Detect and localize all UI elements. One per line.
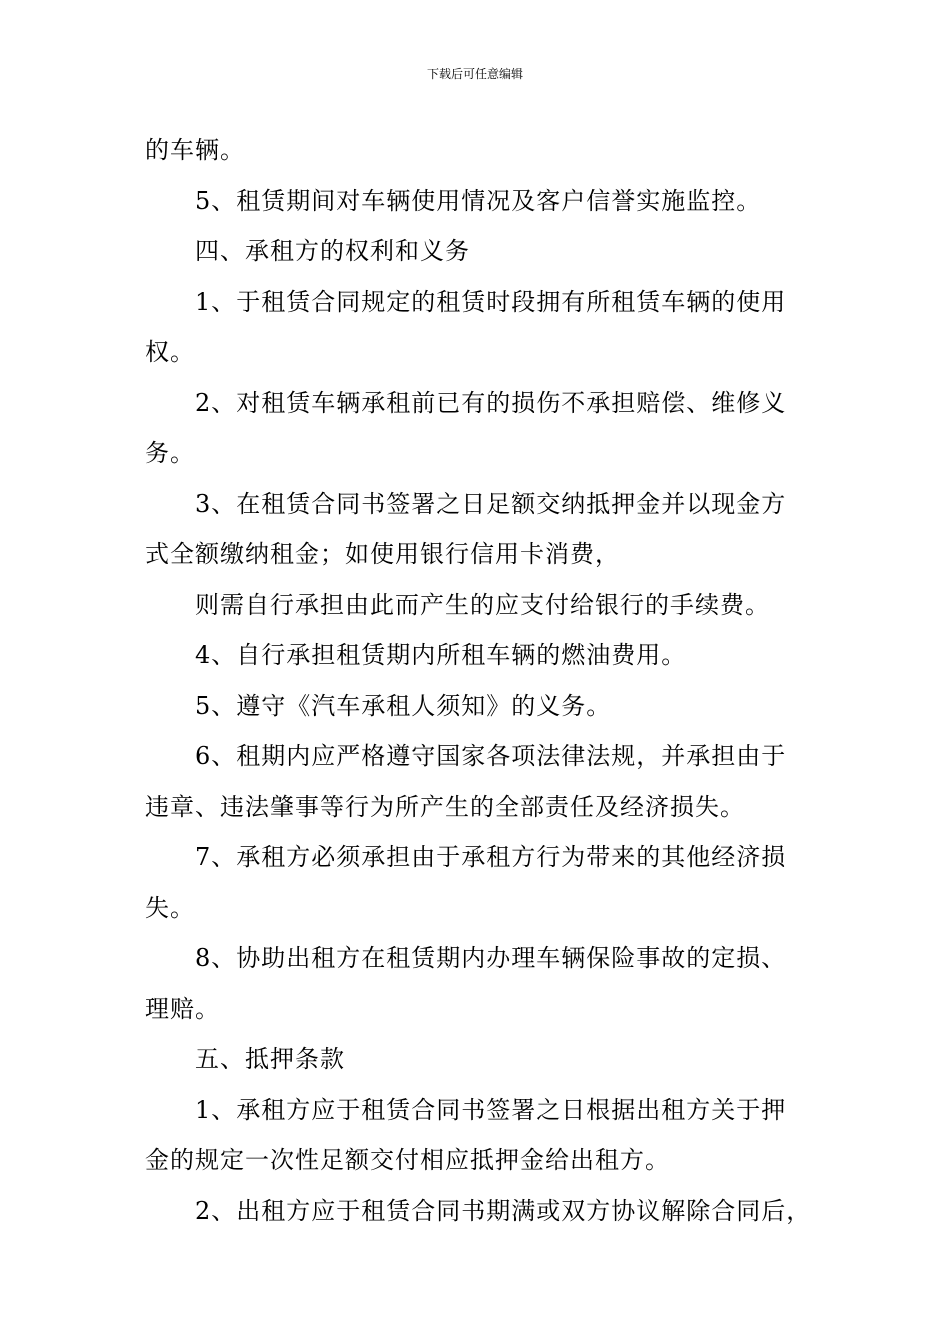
text-line: 7、承租方必须承担由于承租方行为带来的其他经济损 (195, 843, 787, 871)
text-line: 5、租赁期间对车辆使用情况及客户信誉实施监控。 (195, 186, 762, 215)
page-header-note: 下载后可任意编辑 (426, 67, 523, 81)
text-line: 式全额缴纳租金；如使用银行信用卡消费， (145, 540, 620, 568)
text-line: 违章、违法肇事等行为所产生的全部责任及经济损失。 (145, 792, 745, 821)
document-body (145, 125, 812, 1236)
text-line: 失。 (145, 893, 195, 922)
text-line: 4、自行承担租赁期内所租车辆的燃油费用。 (195, 641, 687, 669)
text-line: 6、租期内应严格遵守国家各项法律法规，并承担由于 (195, 742, 787, 770)
text-line: 8、协助出租方在租赁期内办理车辆保险事故的定损、 (195, 944, 787, 972)
text-line: 3、在租赁合同书签署之日足额交纳抵押金并以现金方 (195, 489, 787, 518)
text-line: 2、对租赁车辆承租前已有的损伤不承担赔偿、维修义 (195, 388, 787, 417)
text-line: 务。 (145, 439, 195, 467)
text-line: 1、于租赁合同规定的租赁时段拥有所租赁车辆的使用 (195, 287, 787, 316)
text-line: 5、遵守《汽车承租人须知》的义务。 (195, 691, 612, 720)
text-line: 1、承租方应于租赁合同书签署之日根据出租方关于押 (195, 1095, 787, 1124)
text-line: 理赔。 (145, 994, 220, 1023)
text-line: 则需自行承担由此而产生的应支付给银行的手续费。 (195, 590, 770, 619)
text-line: 2、出租方应于租赁合同书期满或双方协议解除合同后， (195, 1196, 812, 1225)
text-line: 五、抵押条款 (195, 1045, 345, 1073)
text-line: 四、承租方的权利和义务 (195, 237, 470, 265)
text-line: 权。 (145, 338, 195, 366)
text-line: 的车辆。 (145, 136, 245, 164)
text-line: 金的规定一次性足额交付相应抵押金给出租方。 (145, 1146, 670, 1174)
